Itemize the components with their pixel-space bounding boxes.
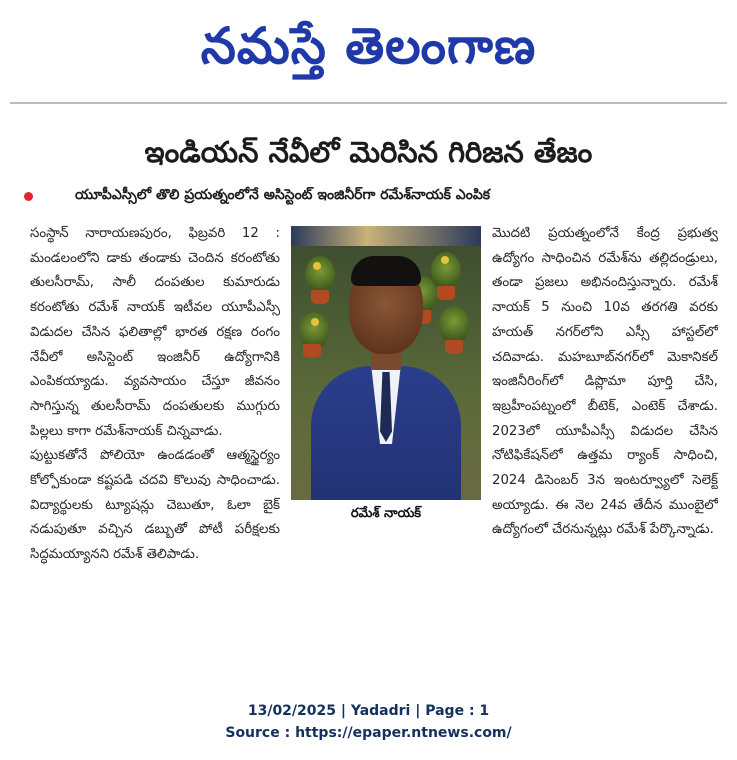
- photo-caption: రమేశ్ నాయక్: [350, 506, 422, 521]
- article-column-right: [492, 222, 718, 667]
- article-photo: [291, 226, 481, 516]
- paragraph: మొదటి ప్రయత్నంలోనే కేంద్ర ప్రభుత్వ ఉద్యోగం సాధించిన రమేశ్‌ను తల్లిదండ్రులు, తండా ప్రజలు అభినందిస్తున్నారు. రమేశ్ నాయక్ 5 నుంచి 10వ తరగతి వరకు హయత్ నగర్‌లోని ఎస్సీ హాస్టల్‌లో చదివాడు. మహబూబ్‌నగర్‌లో మెకానికల్ ఇంజినీరింగ్‌లో డిప్లొమా పూర్తి చేసి, ఇబ్రహీంపట్నంలో బీటెక్, ఎంటెక్ చేశాడు. 2023లో యూపీఎస్సీ విడుదల చేసిన నోటిఫికేషన్‌లో ఉత్తమ ర్యాంక్ సాధించి, 2024 డిసెంబర్ 3న ఇంటర్వ్యూలో సెలెక్ట్ అయ్యాడు. ఈ నెల 24వ తేదీన ముంబైలో ఉద్యోగంలో చేరనున్నట్లు రమేశ్ పేర్కొన్నాడు.: [492, 226, 718, 538]
- article-headline: ఇండియన్ నేవీలో మెరిసిన గిరిజన తేజం: [144, 135, 593, 169]
- paragraph: పుట్టుకతోనే పోలియో ఉండడంతో ఆత్మస్థైర్యం కోల్పోకుండా కష్టపడి చదవి కొలువు సాధించాడు. విద్యార్థులకు ట్యూషన్లు చెబుతూ, ఓలా బైక్ నడుపుతూ వచ్చిన డబ్బుతో పోటీ పరీక్షలకు సిద్ధమయ్యానని రమేశ్ తెలిపాడు.: [30, 448, 280, 563]
- photo-caption-box: [291, 500, 481, 530]
- photo-banner: [291, 226, 481, 246]
- source-line: Source : https://epaper.ntnews.com/: [225, 725, 512, 741]
- article-subhead: [24, 182, 724, 210]
- subhead-text: యూపీఎస్సీలో తొలి ప్రయత్నంలోనే అసిస్టెంట్ ఇంజినీర్‌గా రమేశ్‌నాయక్ ఎంపిక: [75, 186, 491, 203]
- edition-line: 13/02/2025 | Yadadri | Page : 1: [247, 703, 490, 719]
- masthead-divider: [10, 102, 727, 104]
- bullet-icon: [24, 192, 33, 201]
- paragraph: సంస్థాన్ నారాయణపురం, ఫిబ్రవరి 12 : మండలంలోని డాకు తండాకు చెందిన కరంటోతు తులసీరామ్, సాలీ దంపతుల కుమారుడు కరంటోతు రమేశ్ నాయక్ ఇటీవల యూపీఎస్సీ విడుదల చేసిన ఫలితాల్లో భారత రక్షణ రంగం నేవీలో అసిస్టెంట్ ఇంజినీర్ ఉద్యోగానికి ఎంపికయ్యాడు. వ్యవసాయం చేస్తూ జీవనం సాగిస్తున్న తులసీరామ్ దంపతులకు ముగ్గురు పిల్లలు కాగా రమేశ్‌నాయక్ చిన్నవాడు.: [30, 226, 280, 439]
- masthead-logo: నమస్తే తెలంగాణ: [200, 17, 537, 75]
- page-footer: [0, 700, 737, 744]
- article-column-left: [30, 222, 280, 667]
